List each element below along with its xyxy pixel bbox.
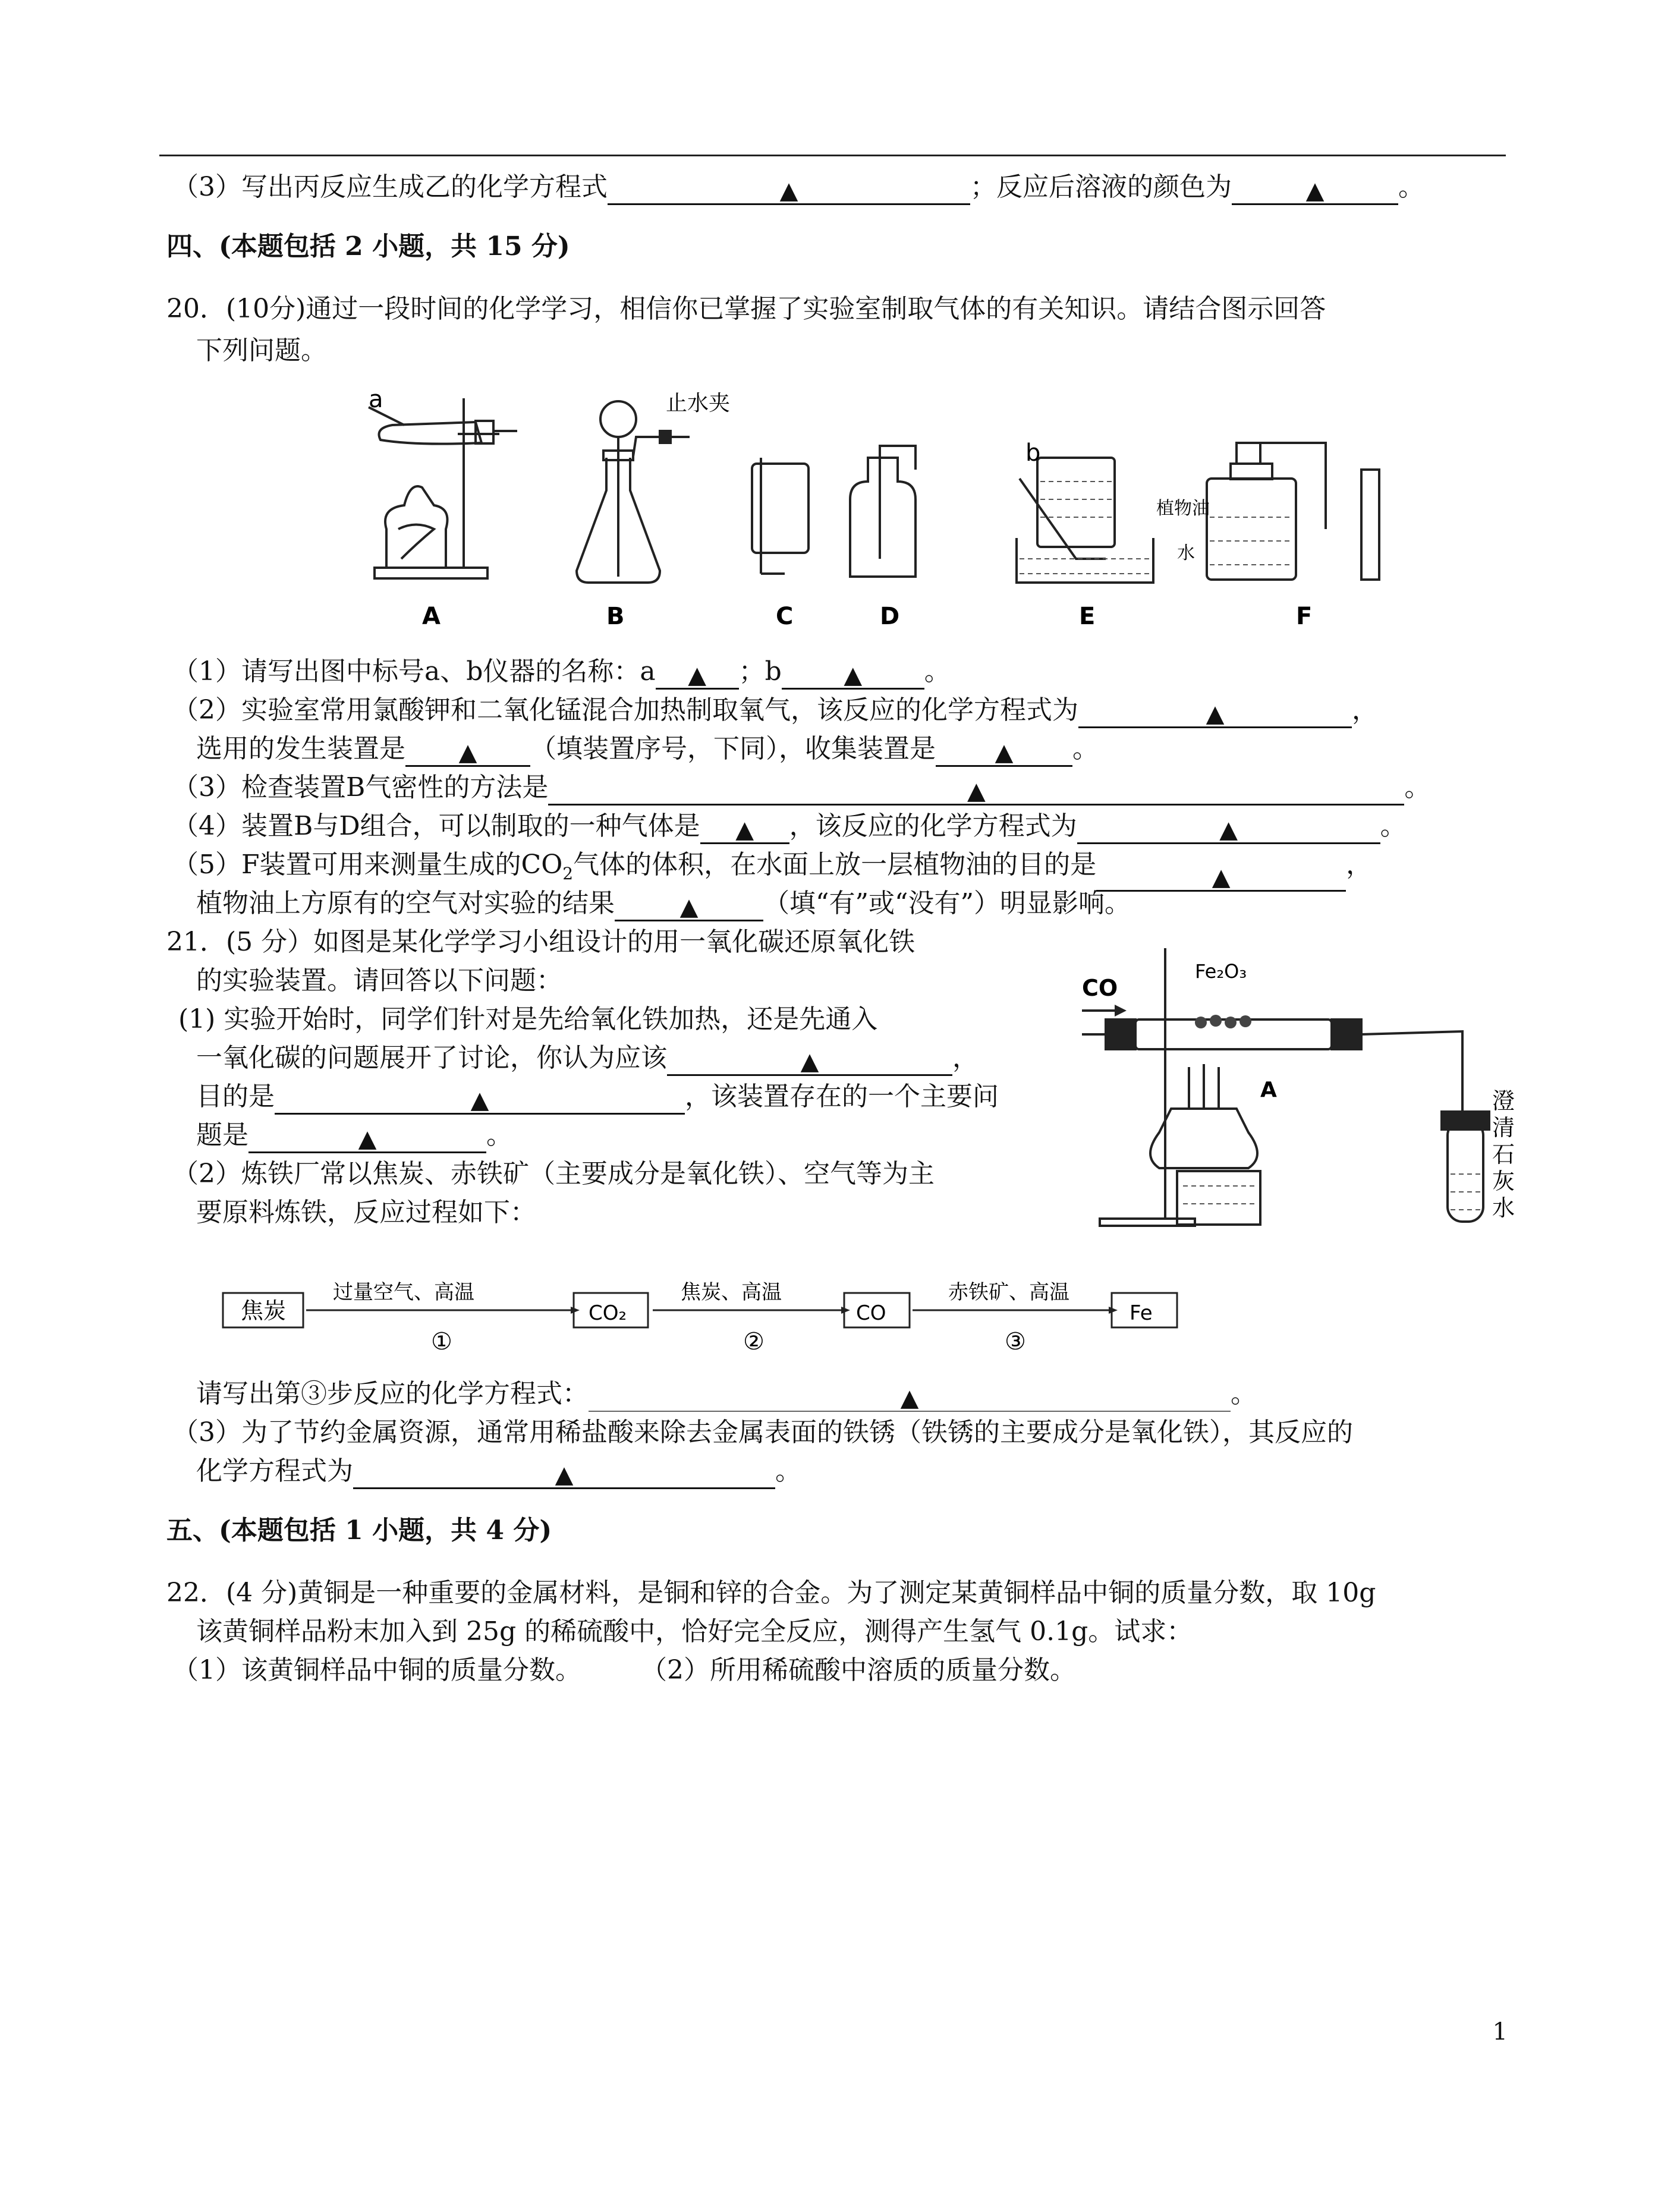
text: 请写出第③步反应的化学方程式： xyxy=(196,1379,589,1409)
triangle-mark: ▲ xyxy=(555,1461,574,1489)
fe2o3-label: Fe₂O₃ xyxy=(1195,960,1247,983)
lime-water-label: 水 xyxy=(1492,1195,1515,1221)
device-a-label: A xyxy=(422,603,441,630)
triangle-mark: ▲ xyxy=(470,1087,489,1114)
q21-part1-b xyxy=(196,1040,979,1076)
q21-part1-c xyxy=(196,1079,999,1115)
water-label: 水 xyxy=(1177,543,1195,564)
arrow1-condition: 过量空气、高温 xyxy=(333,1280,474,1304)
collection-bottle xyxy=(1037,458,1115,547)
header-rule xyxy=(159,155,1506,156)
triangle-mark: ▲ xyxy=(844,662,863,689)
q21-intro: 21．(5 分）如图是某化学学习小组设计的用一氧化碳还原氧化铁 xyxy=(166,927,915,957)
q22-line1: 22．(4 分)黄铜是一种重要的金属材料，是铜和锌的合金。为了测定某黄铜样品中铜的质量分数，取 10g xyxy=(166,1578,1376,1608)
text: ， xyxy=(1346,849,1373,880)
text: 。 xyxy=(486,1120,512,1150)
device-d-label: D xyxy=(880,603,900,630)
triangle-mark: ▲ xyxy=(967,778,986,805)
answer-blank[interactable] xyxy=(275,1082,685,1115)
step2-label: ② xyxy=(743,1328,765,1355)
step1-label: ① xyxy=(431,1328,452,1355)
q21-part2-equation xyxy=(196,1376,1257,1412)
text: ， xyxy=(952,1043,979,1073)
device-c-label: C xyxy=(776,603,794,630)
ironmaking-flow-diagram xyxy=(220,1272,1231,1367)
text: 选用的发生装置是 xyxy=(196,734,405,764)
triangle-mark: ▲ xyxy=(779,177,798,204)
arrow3-condition: 赤铁矿、高温 xyxy=(948,1280,1069,1304)
flow-fe-label: Fe xyxy=(1130,1301,1153,1325)
text: 。 xyxy=(775,1456,801,1486)
step3-label: ③ xyxy=(1005,1328,1026,1355)
text: 一氧化碳的问题展开了讨论，你认为应该 xyxy=(196,1043,667,1073)
test-tube-lime-water xyxy=(1448,1121,1483,1222)
text: ；b xyxy=(738,656,782,687)
answer-blank[interactable] xyxy=(1077,811,1380,844)
text: ， xyxy=(1352,695,1378,725)
answer-blank[interactable] xyxy=(608,172,970,205)
page-number: 1 xyxy=(1492,2018,1508,2046)
q21-part3-cont xyxy=(196,1453,801,1489)
text: （3）写出丙反应生成乙的化学方程式 xyxy=(172,172,608,202)
answer-blank[interactable] xyxy=(656,657,739,690)
measuring-cylinder xyxy=(1361,470,1379,580)
lime-water-label: 石 xyxy=(1492,1141,1515,1168)
triangle-mark: ▲ xyxy=(995,739,1014,766)
text: 植物油上方原有的空气对实验的结果 xyxy=(196,888,615,918)
flow-co2-label: CO₂ xyxy=(589,1301,627,1325)
answer-blank[interactable] xyxy=(667,1043,952,1076)
device-b-label: B xyxy=(606,603,625,630)
triangle-mark: ▲ xyxy=(1212,863,1231,891)
answer-blank[interactable] xyxy=(782,657,924,690)
clamp-label: 止水夹 xyxy=(666,391,731,416)
triangle-mark: ▲ xyxy=(735,816,754,844)
text: （3）检查装置B气密性的方法是 xyxy=(172,772,549,803)
lime-water-label: 清 xyxy=(1492,1115,1515,1141)
text: 题是 xyxy=(196,1120,248,1150)
q20-intro-cont: 下列问题。 xyxy=(196,335,327,366)
triangle-mark: ▲ xyxy=(688,662,706,689)
text: ，该反应的化学方程式为 xyxy=(789,811,1077,841)
text: 。 xyxy=(1231,1379,1257,1409)
text: （填“有”或“没有”）明显影响。 xyxy=(763,888,1131,918)
text: （填装置序号，下同），收集装置是 xyxy=(530,734,936,764)
section-4-heading: 四、(本题包括 2 小题，共 15 分) xyxy=(166,231,570,262)
q21-intro-cont: 的实验装置。请回答以下问题： xyxy=(196,965,562,996)
text: 气体的体积，在水面上放一层植物油的目的是 xyxy=(573,849,1097,880)
text: （2）实验室常用氯酸钾和二氧化锰混合加热制取氧气，该反应的化学方程式为 xyxy=(172,695,1078,725)
text: ；反应后溶液的颜色为 xyxy=(970,172,1232,202)
label-a: a xyxy=(369,386,383,413)
answer-blank[interactable] xyxy=(700,811,789,844)
triangle-mark: ▲ xyxy=(800,1048,819,1075)
subscript: 2 xyxy=(562,863,574,883)
triangle-mark: ▲ xyxy=(679,893,699,921)
q20-part5-cont xyxy=(196,886,1131,921)
q21-part2-cont: 要原料炼铁，反应过程如下： xyxy=(196,1197,536,1228)
co-label: CO xyxy=(1082,975,1118,1001)
q20-part4 xyxy=(172,808,1407,844)
text: 。 xyxy=(1398,172,1424,202)
device-a-label: A xyxy=(1260,1078,1277,1102)
device-f-label: F xyxy=(1296,603,1313,630)
text: ，该装置存在的一个主要问 xyxy=(685,1081,999,1112)
q21-co-reduction-figure xyxy=(1082,942,1546,1228)
text: 。 xyxy=(1404,772,1431,803)
section-5-heading: 五、(本题包括 1 小题，共 4 分) xyxy=(166,1515,552,1546)
gas-bottle-d xyxy=(850,458,915,577)
lime-water-label: 澄 xyxy=(1492,1088,1515,1114)
answer-blank[interactable] xyxy=(589,1380,1231,1412)
q20-part2 xyxy=(172,693,1378,728)
label-b: b xyxy=(1025,439,1041,467)
oil-label: 植物油 xyxy=(1156,498,1210,519)
answer-blank[interactable] xyxy=(248,1121,486,1153)
q19-part3 xyxy=(172,169,1424,205)
text: （1）请写出图中标号a、b仪器的名称：a xyxy=(172,656,656,687)
wood-block xyxy=(1177,1171,1260,1225)
triangle-mark: ▲ xyxy=(1305,177,1325,204)
flow-co-label: CO xyxy=(856,1301,886,1325)
alcohol-lamp xyxy=(385,486,448,568)
flow-coke-label: 焦炭 xyxy=(241,1298,287,1324)
arrow2-condition: 焦炭、高温 xyxy=(681,1280,782,1304)
answer-blank[interactable] xyxy=(1096,859,1346,892)
triangle-mark: ▲ xyxy=(458,739,477,766)
triangle-mark: ▲ xyxy=(1206,700,1225,728)
text: 目的是 xyxy=(196,1081,275,1112)
q21-part1-d xyxy=(196,1118,512,1153)
text: （5）F装置可用来测量生成的CO xyxy=(172,849,563,880)
q21-part1: (1) 实验开始时，同学们针对是先给氧化铁加热，还是先通入 xyxy=(178,1004,878,1034)
device-e-label: E xyxy=(1079,603,1096,630)
arrow-head xyxy=(841,1307,850,1314)
lime-water-label: 灰 xyxy=(1492,1168,1515,1194)
answer-blank[interactable] xyxy=(405,734,530,767)
funnel-bulb xyxy=(600,401,636,437)
q22-part2: （2）所用稀硫酸中溶质的质量分数。 xyxy=(641,1655,1076,1685)
q20-part5 xyxy=(172,847,1372,892)
q20-apparatus-figure xyxy=(357,380,1427,636)
answer-blank[interactable] xyxy=(353,1456,775,1489)
answer-blank[interactable] xyxy=(548,773,1404,805)
q22-part1: （1）该黄铜样品中铜的质量分数。 xyxy=(172,1655,581,1685)
q21-part3: （3）为了节约金属资源，通常用稀盐酸来除去金属表面的铁锈（铁锈的主要成分是氧化铁），其反应的 xyxy=(172,1417,1353,1448)
q22-line2: 该黄铜样品粉末加入到 25g 的稀硫酸中，恰好完全反应，测得产生氢气 0.1g。试求： xyxy=(196,1616,1193,1647)
stand-base xyxy=(375,568,487,578)
q20-part3 xyxy=(172,770,1430,805)
q20-intro: 20．(10分)通过一段时间的化学学习，相信你已掌握了实验室制取气体的有关知识。请结合图示回答 xyxy=(166,294,1326,324)
answer-blank[interactable] xyxy=(1078,696,1352,728)
q20-part2-cont xyxy=(196,731,1099,767)
triangle-mark: ▲ xyxy=(1219,816,1238,844)
triangle-mark: ▲ xyxy=(900,1385,919,1412)
arrow-head xyxy=(1109,1307,1118,1314)
q21-part2: （2）炼铁厂常以焦炭、赤铁矿（主要成分是氧化铁）、空气等为主 xyxy=(172,1159,935,1189)
answer-blank[interactable] xyxy=(936,734,1072,767)
text: （4）装置B与D组合，可以制取的一种气体是 xyxy=(172,811,700,841)
text: 。 xyxy=(924,656,951,687)
triangle-mark: ▲ xyxy=(358,1125,377,1153)
text: 。 xyxy=(1380,811,1407,841)
text: 化学方程式为 xyxy=(196,1456,353,1486)
answer-blank[interactable] xyxy=(1232,172,1398,205)
q22-line3 xyxy=(172,1653,1076,1688)
arrow-head xyxy=(571,1307,580,1314)
text: 。 xyxy=(1072,734,1099,764)
q20-part1 xyxy=(172,654,951,690)
answer-blank[interactable] xyxy=(615,889,763,921)
